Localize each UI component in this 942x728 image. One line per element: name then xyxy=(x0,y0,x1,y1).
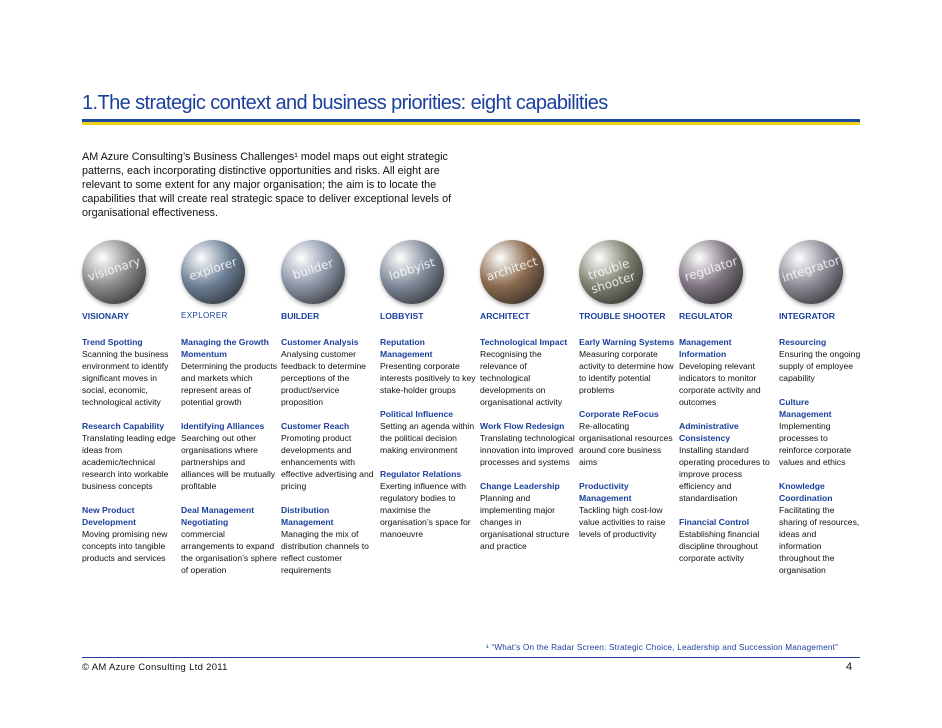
capability-title: Management Information xyxy=(679,337,732,359)
capability-description: Installing standard operating procedures to improve process efficiency and standardisation xyxy=(679,445,770,503)
capability-title: Identifying Alliances xyxy=(181,421,265,431)
sphere-explorer xyxy=(181,240,245,304)
capability-description: Tackling high cost-low value activities to raise levels of productivity xyxy=(579,505,666,539)
capability-title: Early Warning Systems xyxy=(579,337,675,347)
column-heading: TROUBLE SHOOTER xyxy=(579,311,666,321)
capability-description: Facilitating the sharing of resources, ideas and information throughout the organisation xyxy=(779,505,860,575)
capability-title: Financial Control xyxy=(679,517,750,527)
capability-description: Analysing customer feedback to determine perceptions of the product/service proposition xyxy=(281,349,367,407)
capability-title: Political Influence xyxy=(380,409,454,419)
column-heading: BUILDER xyxy=(281,311,320,321)
column-heading: ARCHITECT xyxy=(480,311,530,321)
capability-description: Re-allocating organisational resources around core business aims xyxy=(579,421,673,467)
sphere-label: explorer xyxy=(187,254,239,284)
capability-description: Searching out other organisations where partnerships and alliances will be mutually profitable xyxy=(181,433,276,491)
capability-description: Exerting influence with regulatory bodies to maximise the organisation’s space for manoeuvre xyxy=(380,481,471,539)
capability-title: Reputation Management xyxy=(380,337,433,359)
capability-description: Developing relevant indicators to monitor corporate activity and outcomes xyxy=(679,361,761,407)
capability-description: Establishing financial discipline throughout corporate activity xyxy=(679,529,760,563)
capability-description: Measuring corporate activity to determine how to identify potential problems xyxy=(579,349,674,395)
footer-rule xyxy=(82,657,860,658)
sphere-label: integrator xyxy=(780,253,842,285)
footnote: ¹ “What’s On the Radar Screen: Strategic Choice, Leadership and Succession Management” xyxy=(486,643,838,652)
sphere-label: architect xyxy=(484,254,540,284)
capability-description: Ensuring the ongoing supply of employee capability xyxy=(779,349,861,383)
sphere-integrator xyxy=(779,240,843,304)
capability-description: Recognising the relevance of technological developments on organisational activity xyxy=(480,349,563,407)
capability-title: Research Capability xyxy=(82,421,165,431)
capability-title: Corporate ReFocus xyxy=(579,409,659,419)
capability-description: Moving promising new concepts into tangible products and services xyxy=(82,529,168,563)
capability-title: Deal Management Negotiating xyxy=(181,505,255,527)
sphere-trouble-shooter xyxy=(579,240,643,304)
sphere-visionary xyxy=(82,240,146,304)
sphere-architect xyxy=(480,240,544,304)
column-regulator xyxy=(679,310,775,564)
capability-title: Productivity Management xyxy=(579,481,632,503)
sphere-lobbyist xyxy=(380,240,444,304)
capability-title: Distribution Management xyxy=(281,505,334,527)
column-heading: EXPLORER xyxy=(181,311,228,320)
capability-description: Planning and implementing major changes in organisational structure and practice xyxy=(480,493,570,551)
capability-description: Translating technological innovation into improved processes and systems xyxy=(480,433,575,467)
sphere-label: builder xyxy=(290,255,336,283)
column-trouble-shooter xyxy=(579,310,675,540)
capability-description: Setting an agenda within the political decision making environment xyxy=(380,421,475,455)
column-builder xyxy=(281,310,377,576)
capability-description: Translating leading edge ideas from academic/technical research into workable business concepts xyxy=(82,433,176,491)
capability-title: Customer Reach xyxy=(281,421,350,431)
column-heading: INTEGRATOR xyxy=(779,311,836,321)
column-heading: LOBBYIST xyxy=(380,311,424,321)
capability-title: Technological Impact xyxy=(480,337,568,347)
title-rule-yellow xyxy=(82,122,860,125)
copyright: © AM Azure Consulting Ltd 2011 xyxy=(82,662,228,673)
capability-description: Scanning the business environment to identify significant moves in social, economic, technological activity xyxy=(82,349,169,407)
column-integrator xyxy=(779,310,861,576)
capability-title: Change Leadership xyxy=(480,481,560,491)
sphere-label: lobbyist xyxy=(387,255,437,283)
sphere-label: trouble shooter xyxy=(586,256,637,297)
capability-title: Trend Spotting xyxy=(82,337,143,347)
page-number: 4 xyxy=(846,661,853,673)
capability-title: Regulator Relations xyxy=(380,469,462,479)
column-architect xyxy=(480,310,576,552)
capability-title: New Product Development xyxy=(82,505,136,527)
capability-description: commercial arrangements to expand the organisation’s sphere of operation xyxy=(181,529,277,575)
column-visionary xyxy=(82,310,178,564)
capability-title: Managing the Growth Momentum xyxy=(181,337,269,359)
page-title: 1.The strategic context and business priorities: eight capabilities xyxy=(82,92,608,114)
capability-description: Promoting product developments and enhancements with effective advertising and pricing xyxy=(281,433,374,491)
sphere-label: regulator xyxy=(682,253,740,285)
capability-description: Managing the mix of distribution channels to reflect customer requirements xyxy=(281,529,369,575)
capability-title: Customer Analysis xyxy=(281,337,359,347)
column-heading: VISIONARY xyxy=(82,311,129,321)
intro-paragraph: AM Azure Consulting’s Business Challenges¹ model maps out eight strategic patterns, each incorporating distinctive opportunities and risks. All eight are relevant to some extent for any major organisation; the aim is to locate the capabilities that will create real strategic space to deliver exceptional levels of organisational effectiveness. xyxy=(82,151,452,219)
capability-title: Administrative Consistency xyxy=(679,421,739,443)
column-explorer xyxy=(181,310,277,576)
capability-title: Knowledge Coordination xyxy=(779,481,833,503)
column-heading: REGULATOR xyxy=(679,311,733,321)
capability-title: Culture Management xyxy=(779,397,832,419)
sphere-regulator xyxy=(679,240,743,304)
capability-description: Determining the products and markets which represent areas of potential growth xyxy=(181,361,278,407)
column-lobbyist xyxy=(380,310,476,540)
capability-description: Implementing processes to reinforce corporate values and ethics xyxy=(779,421,852,467)
sphere-label: visionary xyxy=(85,253,143,285)
capability-title: Work Flow Redesign xyxy=(480,421,565,431)
capability-title: Resourcing xyxy=(779,337,827,347)
sphere-builder xyxy=(281,240,345,304)
capability-description: Presenting corporate interests positively to key stake-holder groups xyxy=(380,361,476,395)
